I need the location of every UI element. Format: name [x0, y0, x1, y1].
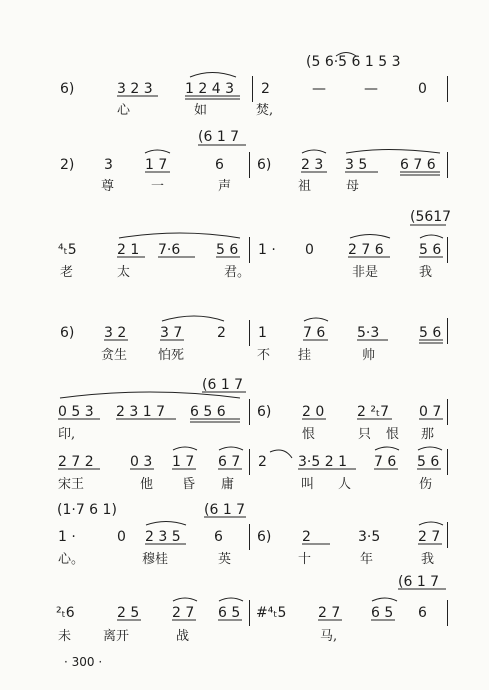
above-line-7: (6 1 7 — [204, 502, 246, 518]
note-1-6: — — [364, 81, 378, 97]
note-2-4: 6 — [215, 157, 224, 173]
lyric-7-3: 英 — [218, 552, 232, 567]
lyric-4-1: 贪生 — [101, 348, 128, 363]
note-6-5: 2 — [258, 454, 267, 470]
lyric-3-3: 君。 — [224, 265, 251, 280]
lyric-3-5: 我 — [419, 265, 433, 280]
lyric-2-2: 一 — [151, 179, 165, 194]
note-6-6: 3·5 2 1 — [298, 454, 347, 470]
lyric-4-3: 不 — [257, 348, 271, 363]
note-4-2: 3 2 — [104, 325, 127, 341]
lyric-6-3: 昏 — [182, 477, 196, 492]
note-2-2: 3 — [104, 157, 113, 173]
note-4-7: 5·3 — [357, 325, 380, 341]
note-5-3: 6 5 6 — [190, 404, 226, 420]
note-5-7: 0 7 — [419, 404, 442, 420]
note-2-1: 2) — [60, 157, 75, 173]
note-7-7: 3·5 — [358, 529, 381, 545]
page-number: · 300 · — [64, 655, 103, 669]
note-5-4: 6) — [257, 404, 272, 420]
lyric-2-3: 声 — [218, 179, 232, 194]
note-2-5: 6) — [257, 157, 272, 173]
note-8-5: #⁴ₜ5 — [256, 605, 287, 621]
lyric-8-1: 未 — [58, 629, 72, 644]
note-2-7: 3 5 — [345, 157, 368, 173]
above-line-8: (6 1 7 — [398, 574, 440, 590]
lyric-3-4: 非是 — [352, 265, 379, 280]
note-2-3: 1 7 — [145, 157, 168, 173]
lyric-4-2: 怕死 — [158, 348, 185, 363]
note-8-3: 2 7 — [172, 605, 195, 621]
lyric-6-6: 人 — [338, 477, 352, 492]
lyric-5-2: 恨 — [302, 427, 316, 442]
lyric-2-4: 祖 — [298, 179, 312, 194]
note-7-3: 2 3 5 — [145, 529, 181, 545]
lyric-6-5: 叫 — [301, 477, 315, 492]
lyric-7-6: 我 — [421, 552, 435, 567]
lyric-6-4: 庸 — [221, 477, 235, 492]
lyric-1-3: 焚, — [256, 103, 274, 118]
note-5-2: 2 3 1 7 — [116, 404, 165, 420]
lyric-8-4: 马, — [320, 629, 338, 644]
note-8-1: ²ₜ6 — [56, 605, 75, 621]
lyric-4-4: 挂 — [298, 348, 312, 363]
note-1-3: 1 2 4 3 — [185, 81, 234, 97]
note-4-3: 3 7 — [160, 325, 183, 341]
lyric-2-1: 尊 — [101, 179, 115, 194]
lyric-1-1: 心 — [117, 103, 131, 118]
lyric-4-5: 帅 — [362, 348, 376, 363]
above-left-line-7: (1·7 6 1) — [57, 502, 117, 518]
note-7-8: 2 7 — [418, 529, 441, 545]
note-3-3: 7·6 — [158, 242, 181, 258]
note-1-4: 2 — [261, 81, 270, 97]
note-8-7: 6 5 — [371, 605, 394, 621]
above-line-2: (6 1 7 — [198, 129, 240, 145]
lyric-8-3: 战 — [176, 629, 190, 644]
note-8-6: 2 7 — [318, 605, 341, 621]
lyric-6-7: 伤 — [419, 477, 433, 492]
lyric-7-1: 心。 — [58, 552, 85, 567]
lyric-5-1: 印, — [58, 427, 76, 442]
note-5-1: 0 5 3 — [58, 404, 94, 420]
note-4-4: 2 — [217, 325, 226, 341]
note-6-4: 6 7 — [218, 454, 241, 470]
note-6-8: 5 6 — [417, 454, 440, 470]
note-6-2: 0 3 — [130, 454, 153, 470]
lyric-5-4: 恨 — [386, 427, 400, 442]
note-8-4: 6 5 — [218, 605, 241, 621]
note-3-6: 0 — [305, 242, 314, 258]
note-4-8: 5 6 — [419, 325, 442, 341]
note-1-7: 0 — [418, 81, 427, 97]
lyric-7-4: 十 — [298, 552, 312, 567]
lyric-3-2: 太 — [117, 265, 131, 280]
note-4-6: 7 6 — [303, 325, 326, 341]
lyric-3-1: 老 — [60, 265, 74, 280]
note-4-1: 6) — [60, 325, 75, 341]
note-2-8: 6 7 6 — [400, 157, 436, 173]
above-line-3: (5617 — [410, 209, 452, 225]
note-6-1: 2 7 2 — [58, 454, 94, 470]
note-3-7: 2 7 6 — [348, 242, 384, 258]
lyric-6-2: 他 — [140, 477, 154, 492]
lyric-2-5: 母 — [346, 179, 360, 194]
note-3-2: 2 1 — [117, 242, 140, 258]
above-line-5: (6 1 7 — [202, 377, 244, 393]
lyric-5-5: 那 — [421, 427, 435, 442]
note-8-8: 6 — [418, 605, 427, 621]
note-7-2: 0 — [117, 529, 126, 545]
note-7-4: 6 — [214, 529, 223, 545]
note-3-8: 5 6 — [419, 242, 442, 258]
note-2-6: 2 3 — [301, 157, 324, 173]
note-3-5: 1 · — [258, 242, 276, 258]
lyric-7-5: 年 — [360, 552, 374, 567]
lyric-6-1: 宋王 — [58, 477, 85, 492]
note-7-6: 2 — [302, 529, 311, 545]
note-5-5: 2 0 — [302, 404, 325, 420]
note-7-1: 1 · — [58, 529, 76, 545]
note-8-2: 2 5 — [117, 605, 140, 621]
note-6-7: 7 6 — [374, 454, 397, 470]
lyric-1-2: 如 — [194, 103, 208, 118]
lyric-7-2: 穆桂 — [142, 552, 169, 567]
note-6-3: 1 7 — [172, 454, 195, 470]
note-1-1: 6) — [60, 81, 75, 97]
note-3-4: 5 6 — [216, 242, 239, 258]
note-1-5: — — [312, 81, 326, 97]
lyric-8-2: 离开 — [103, 629, 130, 644]
note-4-5: 1 — [258, 325, 267, 341]
lyric-5-3: 只 — [358, 427, 372, 442]
note-5-6: 2 ²ₜ7 — [357, 404, 390, 420]
note-7-5: 6) — [257, 529, 272, 545]
above-line-1: (5 6·5 6 1 5 3 — [306, 54, 401, 70]
note-3-1: ⁴ₜ5 — [58, 242, 77, 258]
note-1-2: 3 2 3 — [117, 81, 153, 97]
